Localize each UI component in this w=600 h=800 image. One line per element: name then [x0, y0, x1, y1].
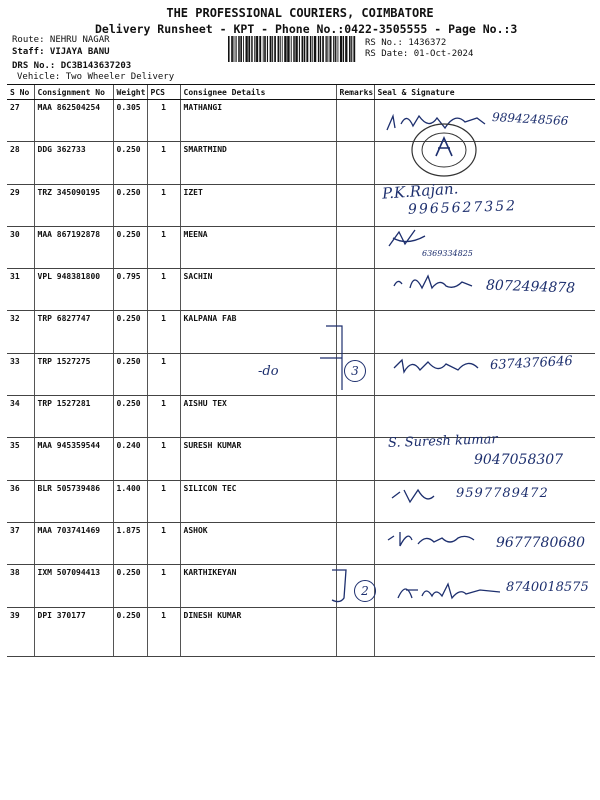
- row-sno: 29: [7, 184, 34, 226]
- company-title: THE PROFESSIONAL COURIERS, COIMBATORE: [166, 6, 434, 20]
- handwritten-phone: 9597789472: [456, 486, 549, 501]
- barcode-bar: [299, 36, 300, 62]
- handwritten-phone: 9047058307: [474, 452, 564, 468]
- row-consignee: SURESH KUMAR: [180, 438, 336, 480]
- row-consignee: SMARTMIND: [180, 142, 336, 184]
- barcode-bar: [314, 36, 316, 62]
- row-consignment-no: MAA 862504254: [34, 100, 113, 142]
- table-row: [7, 396, 595, 438]
- row-consignee: MATHANGI: [180, 100, 336, 142]
- handwritten-name: S. Suresh kumar: [387, 432, 498, 451]
- staff-text: Staff: VIJAYA BANU: [12, 47, 110, 57]
- barcode-bar: [304, 36, 306, 62]
- handwritten-phone: 9894248566: [491, 110, 569, 128]
- signature-mark: [392, 352, 492, 380]
- barcode-bar: [325, 36, 326, 62]
- barcode-bar: [280, 36, 281, 62]
- row-consignment-no: TRP 1527275: [34, 353, 113, 395]
- row-sno: 28: [7, 142, 34, 184]
- row-pcs: 1: [147, 184, 180, 226]
- barcode-bar: [343, 36, 344, 62]
- barcode-bar: [333, 36, 334, 62]
- row-sno: 36: [7, 480, 34, 522]
- handwritten-phone: 9965627352: [407, 198, 518, 218]
- barcode-bar: [284, 36, 286, 62]
- row-weight: 0.250: [113, 565, 147, 607]
- row-weight: 0.250: [113, 184, 147, 226]
- row-sno: 32: [7, 311, 34, 353]
- col-pcs: PCS: [147, 85, 180, 100]
- row-pcs: 1: [147, 396, 180, 438]
- barcode: [228, 36, 356, 62]
- row-sno: 37: [7, 522, 34, 564]
- row-pcs: 1: [147, 607, 180, 656]
- row-remarks: [336, 396, 374, 438]
- row-weight: 0.250: [113, 607, 147, 656]
- row-pcs: 1: [147, 142, 180, 184]
- barcode-bar: [272, 36, 273, 62]
- handwritten-phone: 6369334825: [422, 249, 473, 258]
- barcode-bar: [270, 36, 272, 62]
- col-sno: S No: [7, 85, 34, 100]
- row-pcs: 1: [147, 480, 180, 522]
- handwritten-phone: 6374376646: [489, 353, 574, 374]
- row-consignee: KALPANA FAB: [180, 311, 336, 353]
- row-consignee: MEENA: [180, 226, 336, 268]
- row-sno: 31: [7, 269, 34, 311]
- barcode-bar: [236, 36, 237, 62]
- handwritten-phone: 8740018575: [506, 580, 589, 595]
- row-sno: 38: [7, 565, 34, 607]
- row-consignment-no: MAA 945359544: [34, 438, 113, 480]
- barcode-bar: [318, 36, 320, 62]
- row-remarks: [336, 100, 374, 142]
- row-remarks: [336, 480, 374, 522]
- barcode-bar: [278, 36, 280, 62]
- barcode-bar: [254, 36, 255, 62]
- handwritten-circle-number: 2: [354, 580, 376, 602]
- row-sno: 39: [7, 607, 34, 656]
- barcode-bar: [287, 36, 289, 62]
- stamp-seal: [408, 120, 480, 180]
- row-sno: 30: [7, 226, 34, 268]
- barcode-bar: [338, 36, 339, 62]
- barcode-bar: [238, 36, 239, 62]
- row-pcs: 1: [147, 353, 180, 395]
- barcode-bar: [353, 36, 355, 62]
- barcode-bar: [312, 36, 313, 62]
- signature-mark: [386, 526, 486, 552]
- barcode-bar: [240, 36, 242, 62]
- barcode-bar: [322, 36, 324, 62]
- row-weight: 0.250: [113, 353, 147, 395]
- row-pcs: 1: [147, 522, 180, 564]
- row-weight: 0.240: [113, 438, 147, 480]
- row-consignment-no: BLR 505739486: [34, 480, 113, 522]
- bracket-mark: [318, 322, 348, 394]
- barcode-bar: [351, 36, 352, 62]
- signature-mark: [392, 268, 482, 296]
- row-weight: 0.250: [113, 142, 147, 184]
- col-signature: Seal & Signature: [374, 85, 595, 100]
- barcode-bar: [274, 36, 276, 62]
- row-pcs: 1: [147, 311, 180, 353]
- row-consignee: DINESH KUMAR: [180, 607, 336, 656]
- row-weight: 0.305: [113, 100, 147, 142]
- row-consignee: IZET: [180, 184, 336, 226]
- table-row: [7, 226, 595, 268]
- row-sno: 35: [7, 438, 34, 480]
- rs-number: RS No.: 1436372: [365, 38, 447, 48]
- handwritten-ditto: -do: [258, 364, 279, 379]
- barcode-bar: [310, 36, 311, 62]
- barcode-bar: [245, 36, 247, 62]
- row-pcs: 1: [147, 438, 180, 480]
- barcode-bar: [302, 36, 303, 62]
- row-sno: 34: [7, 396, 34, 438]
- col-weight: Weight: [113, 85, 147, 100]
- row-weight: 0.250: [113, 311, 147, 353]
- row-consignment-no: IXM 507094413: [34, 565, 113, 607]
- barcode-bar: [259, 36, 261, 62]
- barcode-bar: [231, 36, 233, 62]
- row-consignment-no: MAA 703741469: [34, 522, 113, 564]
- row-consignment-no: TRZ 345090195: [34, 184, 113, 226]
- row-consignment-no: MAA 867192878: [34, 226, 113, 268]
- row-remarks: [336, 607, 374, 656]
- row-remarks: [336, 184, 374, 226]
- barcode-bar: [291, 36, 292, 62]
- row-consignee: SILICON TEC: [180, 480, 336, 522]
- bracket-mark: [328, 566, 350, 606]
- row-consignee: KARTHIKEYAN: [180, 565, 336, 607]
- row-consignee: SACHIN: [180, 269, 336, 311]
- barcode-bar: [251, 36, 252, 62]
- barcode-bar: [349, 36, 351, 62]
- barcode-bar: [267, 36, 268, 62]
- handwritten-name: P.K.Rajan.: [381, 179, 459, 203]
- barcode-bar: [295, 36, 297, 62]
- row-sno: 27: [7, 100, 34, 142]
- row-sno: 33: [7, 353, 34, 395]
- row-remarks: [336, 226, 374, 268]
- barcode-bar: [264, 36, 266, 62]
- row-pcs: 1: [147, 100, 180, 142]
- barcode-bar: [320, 36, 321, 62]
- row-consignee: AISHU TEX: [180, 396, 336, 438]
- row-consignment-no: DDG 362733: [34, 142, 113, 184]
- row-remarks: [336, 522, 374, 564]
- barcode-bar: [228, 36, 230, 62]
- table-row: [7, 311, 595, 353]
- barcode-bar: [263, 36, 264, 62]
- barcode-bar: [335, 36, 336, 62]
- barcode-bar: [233, 36, 234, 62]
- runsheet-subtitle: Delivery Runsheet - KPT - Phone No.:0422-3505555 - Page No.:3: [95, 22, 518, 36]
- col-remarks: Remarks: [336, 85, 374, 100]
- rs-date: RS Date: 01-Oct-2024: [365, 49, 474, 59]
- handwritten-phone: 9677780680: [496, 535, 586, 551]
- row-remarks: [336, 269, 374, 311]
- col-consignee: Consignee Details: [180, 85, 336, 100]
- row-pcs: 1: [147, 269, 180, 311]
- row-consignee: ASHOK: [180, 522, 336, 564]
- table-header-row: [7, 85, 595, 100]
- barcode-bar: [329, 36, 331, 62]
- row-weight: 0.250: [113, 226, 147, 268]
- signature-mark: [396, 576, 506, 606]
- row-pcs: 1: [147, 226, 180, 268]
- vehicle-text: Vehicle: Two Wheeler Delivery: [17, 72, 175, 82]
- table-row: [7, 607, 595, 656]
- row-weight: 1.400: [113, 480, 147, 522]
- barcode-bar: [306, 36, 308, 62]
- barcode-bar: [243, 36, 244, 62]
- barcode-bar: [248, 36, 250, 62]
- barcode-bar: [327, 36, 328, 62]
- row-weight: 0.250: [113, 396, 147, 438]
- row-weight: 0.795: [113, 269, 147, 311]
- barcode-bar: [256, 36, 258, 62]
- table-row: [7, 142, 595, 184]
- row-remarks: [336, 142, 374, 184]
- handwritten-phone: 8072494878: [485, 277, 576, 297]
- drs-number: DRS No.: DC3B143637203: [12, 61, 132, 71]
- barcode-bar: [340, 36, 342, 62]
- row-signature: [374, 607, 595, 656]
- row-signature: [374, 311, 595, 353]
- barcode-bar: [345, 36, 347, 62]
- row-pcs: 1: [147, 565, 180, 607]
- col-consignment: Consignment No: [34, 85, 113, 100]
- row-consignment-no: VPL 948381800: [34, 269, 113, 311]
- row-weight: 1.875: [113, 522, 147, 564]
- route-text: Route: NEHRU NAGAR: [12, 35, 110, 45]
- row-remarks: [336, 438, 374, 480]
- handwritten-circle-number: 3: [344, 360, 366, 382]
- row-consignment-no: TRP 1527281: [34, 396, 113, 438]
- barcode-bar: [282, 36, 283, 62]
- barcode-bar: [293, 36, 294, 62]
- row-consignment-no: TRP 6827747: [34, 311, 113, 353]
- row-consignment-no: DPI 370177: [34, 607, 113, 656]
- signature-mark: [390, 484, 440, 506]
